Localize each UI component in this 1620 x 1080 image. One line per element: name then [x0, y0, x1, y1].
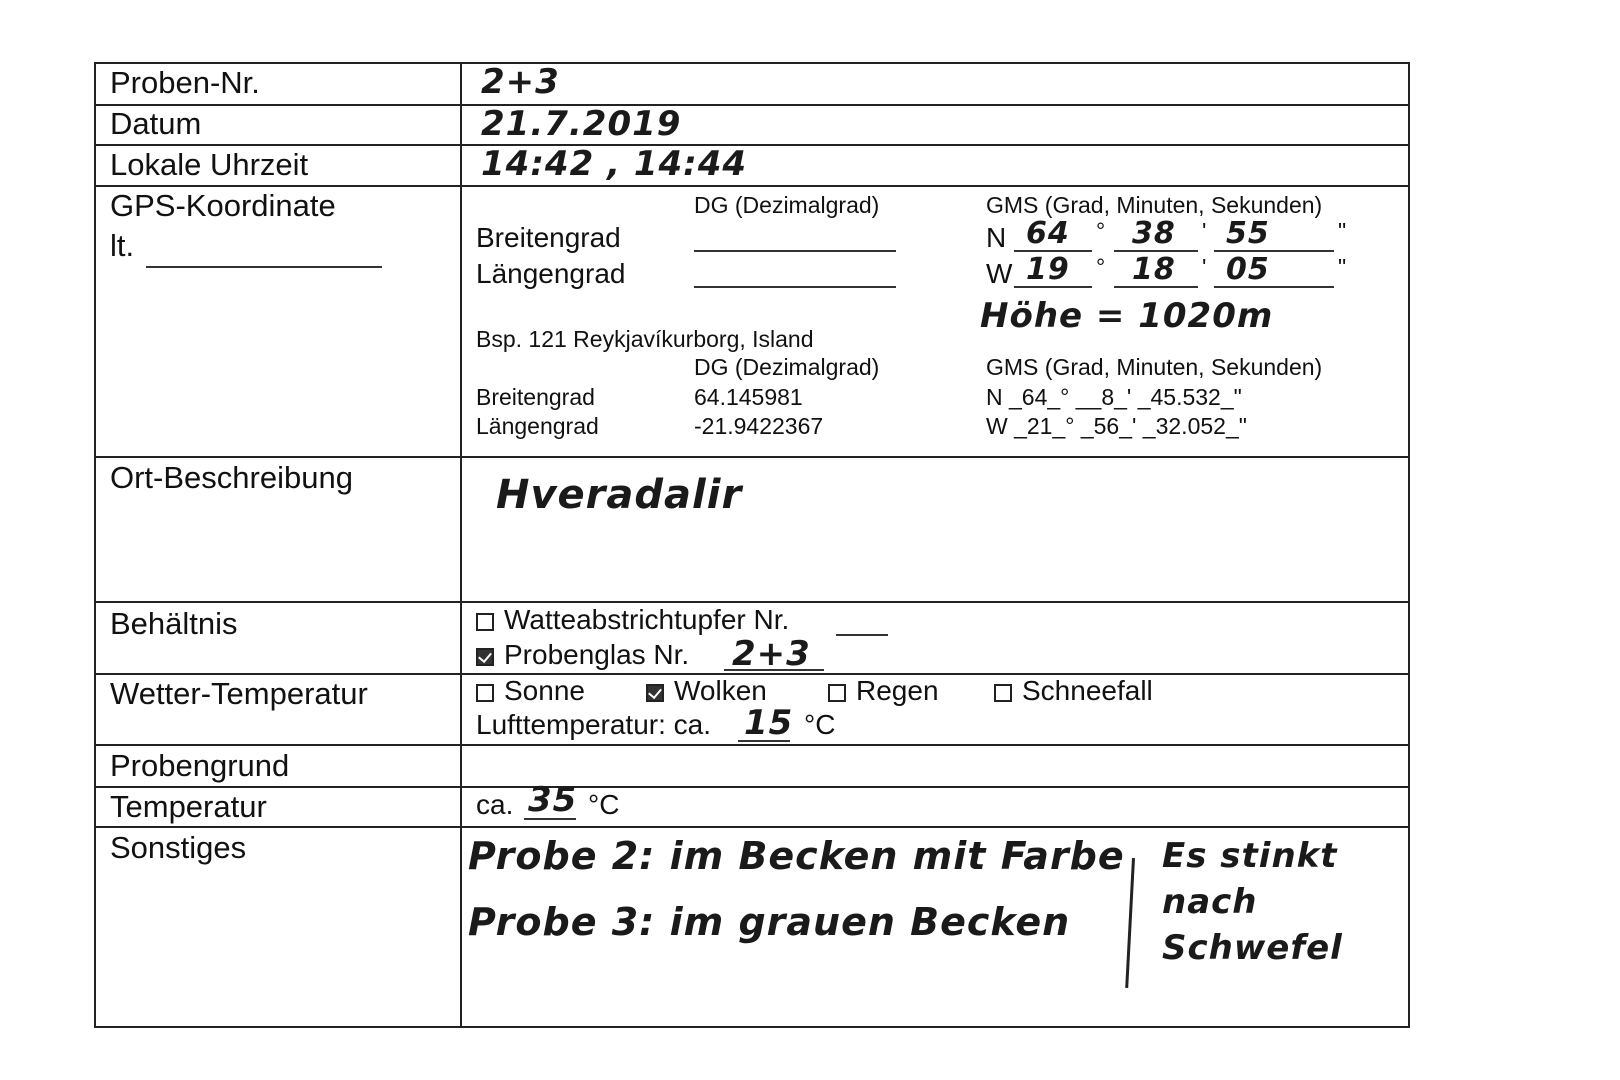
gms-n-sec: 55 — [1226, 216, 1270, 251]
example-dg-header: DG (Dezimalgrad) — [694, 354, 880, 380]
probenglas-nr-blank — [724, 669, 824, 671]
schneefall-checkbox[interactable] — [994, 684, 1012, 702]
gms-w-sec: 05 — [1226, 252, 1270, 287]
temperatur-value: 35 — [528, 780, 578, 820]
row-divider — [96, 826, 1408, 828]
column-divider — [460, 64, 462, 1026]
sonstiges-side-line2: nach — [1162, 882, 1258, 922]
example-gms-header: GMS (Grad, Minuten, Sekunden) — [986, 354, 1323, 380]
example-laengengrad-label: Längengrad — [476, 413, 599, 439]
uhrzeit-label: Lokale Uhrzeit — [110, 147, 309, 182]
sample-form — [94, 62, 1410, 1028]
example-breitengrad-label: Breitengrad — [476, 384, 595, 410]
temperatur-prefix: ca. — [476, 789, 514, 820]
gms-n-label: N — [986, 222, 1007, 253]
regen-checkbox[interactable] — [828, 684, 846, 702]
gps-gms-header: GMS (Grad, Minuten, Sekunden) — [986, 192, 1323, 218]
example-n-gms: N _64_° __8_' _45.532_" — [986, 384, 1242, 410]
sonne-checkbox[interactable] — [476, 684, 494, 702]
breitengrad-dg-blank — [694, 250, 896, 252]
temperatur-blank — [524, 818, 576, 820]
breitengrad-label: Breitengrad — [476, 222, 621, 253]
example-breitengrad-dg: 64.145981 — [694, 384, 803, 410]
row-divider — [96, 601, 1408, 603]
sonstiges-label: Sonstiges — [110, 830, 247, 865]
example-w-gms: W _21_° _56_' _32.052_" — [986, 413, 1247, 439]
option-watteabstrich[interactable] — [476, 604, 789, 636]
gms-n-sec-sym: " — [1338, 218, 1347, 244]
gps-lt-blank — [146, 266, 382, 268]
lufttemperatur-unit: °C — [804, 709, 836, 740]
row-divider — [96, 456, 1408, 458]
sonstiges-side-line1: Es stinkt — [1162, 836, 1338, 876]
probengrund-label: Probengrund — [110, 748, 290, 783]
lufttemperatur-blank — [738, 740, 790, 742]
gms-w-sec-sym: " — [1338, 254, 1347, 280]
temperatur-unit: °C — [588, 789, 620, 820]
gms-n-deg-sym: ° — [1096, 218, 1106, 244]
gms-w-min: 18 — [1132, 252, 1176, 287]
wolken-checkbox[interactable] — [646, 684, 664, 702]
datum-value: 21.7.2019 — [481, 104, 682, 144]
ort-value: Hveradalir — [496, 472, 743, 518]
option-sonne[interactable] — [476, 675, 585, 707]
gms-w-deg: 19 — [1026, 252, 1070, 287]
watteabstrich-checkbox[interactable] — [476, 613, 494, 631]
row-divider — [96, 185, 1408, 187]
row-divider — [96, 744, 1408, 746]
gms-w-deg-blank — [1014, 286, 1092, 288]
probenglas-nr-value: 2+3 — [732, 634, 811, 674]
proben-nr-value: 2+3 — [481, 62, 560, 102]
lufttemperatur-value: 15 — [744, 703, 794, 743]
behaeltnis-label: Behältnis — [110, 606, 238, 641]
gps-lt-label: lt. — [110, 228, 135, 263]
hoehe-note: Höhe = 1020m — [980, 296, 1274, 336]
uhrzeit-value: 14:42 , 14:44 — [481, 144, 748, 184]
ort-label: Ort-Beschreibung — [110, 460, 353, 495]
gms-w-min-blank — [1114, 286, 1198, 288]
sonstiges-line2: Probe 3: im grauen Becken — [468, 900, 1071, 944]
gms-w-deg-sym: ° — [1096, 254, 1106, 280]
row-divider — [96, 104, 1408, 106]
gms-w-min-sym: ' — [1202, 254, 1207, 280]
example-title: Bsp. 121 Reykjavíkurborg, Island — [476, 326, 814, 352]
wolken-label: Wolken — [674, 675, 767, 706]
row-divider — [96, 144, 1408, 146]
temperatur-label: Temperatur — [110, 789, 267, 824]
watteabstrich-nr-blank — [836, 634, 888, 636]
example-laengengrad-dg: -21.9422367 — [694, 413, 824, 439]
proben-nr-label: Proben-Nr. — [110, 65, 260, 100]
row-divider — [96, 786, 1408, 788]
datum-label: Datum — [110, 106, 202, 141]
laengengrad-dg-blank — [694, 286, 896, 288]
probenglas-label: Probenglas Nr. — [504, 639, 690, 670]
gms-w-label: W — [986, 258, 1013, 289]
gms-n-min: 38 — [1132, 216, 1176, 251]
watteabstrich-label: Watteabstrichtupfer Nr. — [504, 604, 790, 635]
schneefall-label: Schneefall — [1022, 675, 1153, 706]
option-probenglas[interactable] — [476, 639, 689, 671]
gms-n-min-sym: ' — [1202, 218, 1207, 244]
gps-dg-header: DG (Dezimalgrad) — [694, 192, 880, 218]
sonne-label: Sonne — [504, 675, 585, 706]
sonstiges-side-line3: Schwefel — [1162, 928, 1343, 968]
option-schneefall[interactable] — [994, 675, 1153, 707]
gps-label: GPS-Koordinate — [110, 188, 336, 223]
option-regen[interactable] — [828, 675, 939, 707]
gms-n-deg: 64 — [1026, 216, 1070, 251]
sonstiges-line1: Probe 2: im Becken mit Farbe — [468, 834, 1125, 878]
lufttemperatur-label: Lufttemperatur: ca. — [476, 709, 712, 740]
gms-w-sec-blank — [1214, 286, 1334, 288]
probenglas-checkbox[interactable] — [476, 648, 494, 666]
laengengrad-label: Längengrad — [476, 258, 626, 289]
wetter-label: Wetter-Temperatur — [110, 676, 368, 711]
regen-label: Regen — [856, 675, 939, 706]
